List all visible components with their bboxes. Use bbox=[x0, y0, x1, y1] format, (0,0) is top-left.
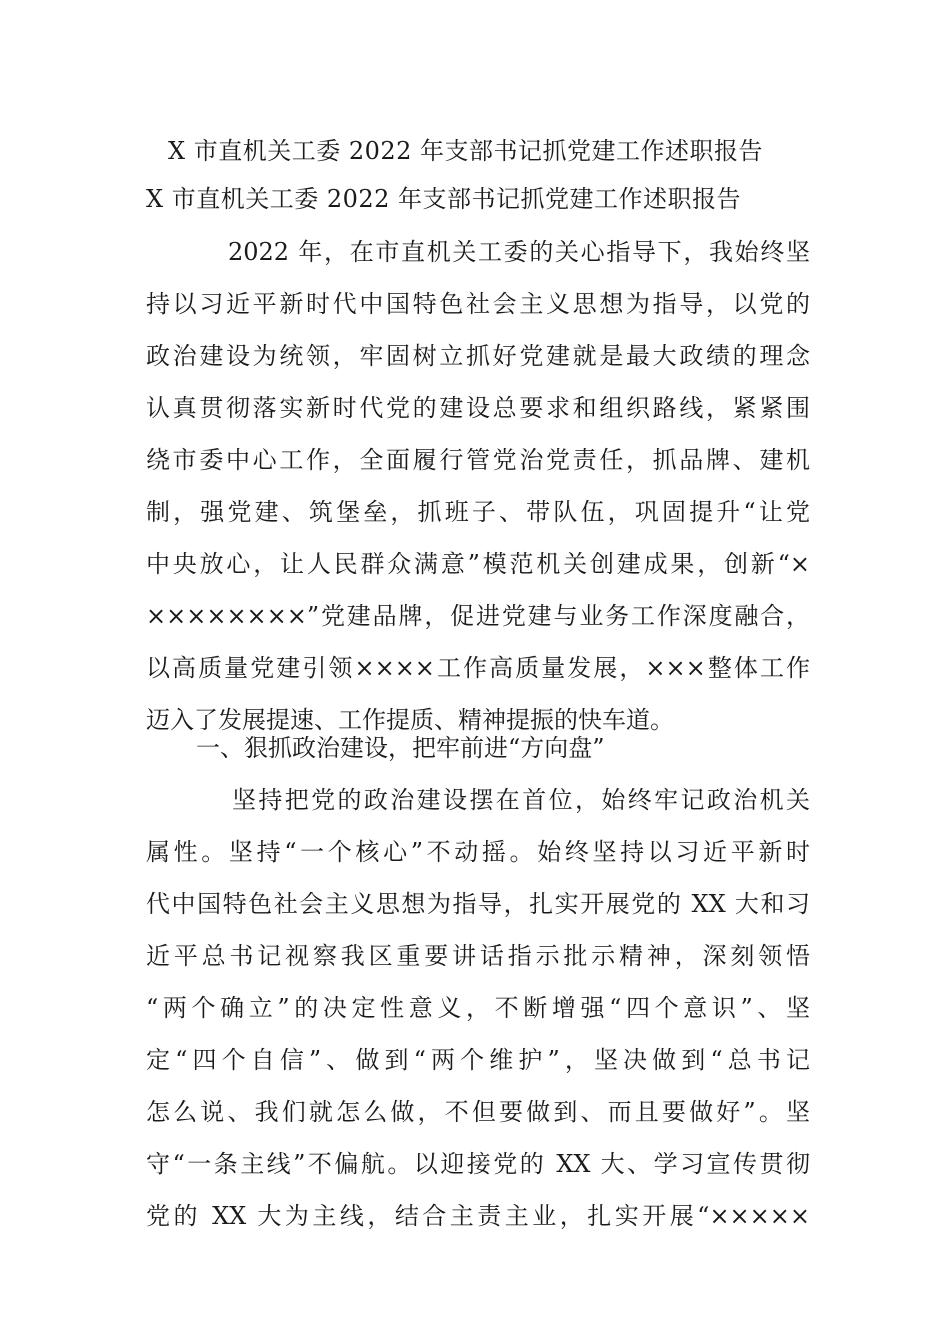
text-line: 坚持把党的政治建设摆在首位，始终牢记政治机关 bbox=[232, 786, 810, 814]
text-line: 认真贯彻落实新时代党的建设总要求和组织路线，紧紧围 bbox=[146, 394, 810, 422]
text-line: ××××××××”党建品牌，促进党建与业务工作深度融合， bbox=[146, 602, 810, 630]
text-line: “两个确立”的决定性意义，不断增强“四个意识”、坚 bbox=[146, 994, 810, 1022]
text-line: 持以习近平新时代中国特色社会主义思想为指导，以党的 bbox=[146, 290, 810, 318]
text-line: 守“一条主线”不偏航。以迎接党的 XX 大、学习宣传贯彻 bbox=[146, 1150, 810, 1178]
text-line: 迈入了发展提速、工作提质、精神提振的快车道。 bbox=[146, 706, 674, 734]
text-line: 代中国特色社会主义思想为指导，扎实开展党的 XX 大和习 bbox=[146, 890, 810, 918]
text-line: 近平总书记视察我区重要讲话指示批示精神，深刻领悟 bbox=[146, 942, 810, 970]
text-line: 定“四个自信”、做到“两个维护”，坚决做到“总书记 bbox=[146, 1046, 810, 1074]
text-line: 属性。坚持“一个核心”不动摇。始终坚持以习近平新时 bbox=[146, 838, 810, 866]
paragraph-political-building bbox=[146, 774, 810, 1242]
paragraph-intro bbox=[146, 226, 810, 746]
text-line: 政治建设为统领，牢固树立抓好党建就是最大政绩的理念 bbox=[146, 342, 810, 370]
text-line: 2022 年，在市直机关工委的关心指导下，我始终坚 bbox=[228, 238, 810, 266]
text-line: 制，强党建、筑堡垒，抓班子、带队伍，巩固提升“让党 bbox=[146, 498, 810, 526]
document-title: X 市直机关工委 2022 年支部书记抓党建工作述职报告 bbox=[168, 137, 764, 165]
text-line: 中央放心，让人民群众满意”模范机关创建成果，创新“× bbox=[146, 550, 810, 578]
text-line: 党的 XX 大为主线，结合主责主业，扎实开展“××××× bbox=[146, 1202, 810, 1230]
text-line: 绕市委中心工作，全面履行管党治党责任，抓品牌、建机 bbox=[146, 446, 810, 474]
text-line: 以高质量党建引领××××工作高质量发展，×××整体工作 bbox=[146, 654, 810, 682]
text-line: 怎么说、我们就怎么做，不但要做到、而且要做好”。坚 bbox=[146, 1098, 810, 1126]
document-subtitle: X 市直机关工委 2022 年支部书记抓党建工作述职报告 bbox=[146, 185, 742, 213]
section-heading: 一、狠抓政治建设，把牢前进“方向盘” bbox=[196, 734, 605, 762]
